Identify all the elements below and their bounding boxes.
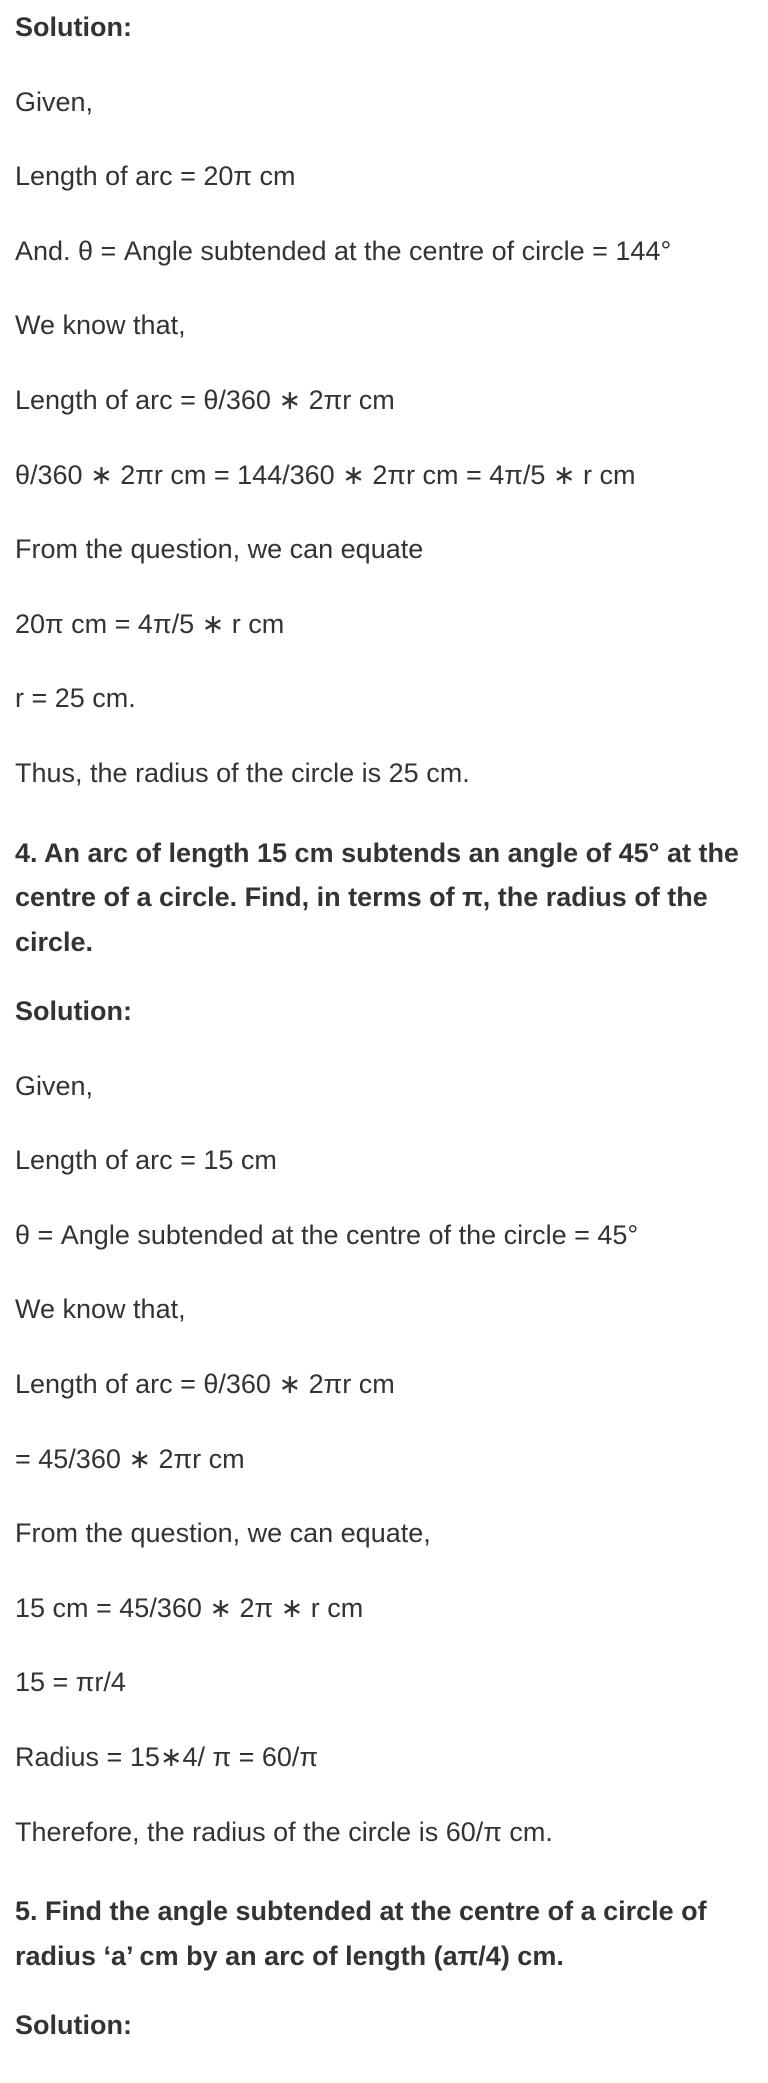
- solution-line: r = 25 cm.: [15, 683, 136, 714]
- solution-heading: Solution:: [15, 996, 132, 1027]
- question-4: 4. An arc of length 15 cm subtends an angle of 45° at the centre of a circle. Find, in terms of π, the radius of the circle.: [15, 837, 739, 957]
- question-5: 5. Find the angle subtended at the centre of a circle of radius ‘a’ cm by an arc of length (aπ/4) cm.: [15, 1896, 707, 1971]
- solution-line: From the question, we can equate: [15, 534, 424, 565]
- solution-heading: Solution:: [15, 12, 132, 42]
- solution-line: 20π cm = 4π/5 ∗ r cm: [15, 608, 285, 639]
- solution-line: θ = Angle subtended at the centre of the circle = 45°: [15, 1219, 639, 1250]
- solution-line: Length of arc = 20π cm: [15, 161, 296, 192]
- solution-line: Given,: [15, 86, 94, 117]
- solution-line: From the question, we can equate,: [15, 1518, 431, 1549]
- solution-line: Therefore, the radius of the circle is 60/π cm.: [15, 1816, 553, 1847]
- solution-line: And. θ = Angle subtended at the centre of circle = 144°: [15, 235, 672, 266]
- solution-line: Length of arc = 15 cm: [15, 1145, 277, 1176]
- solution-line: Thus, the radius of the circle is 25 cm.: [15, 757, 470, 788]
- solution-line: We know that,: [15, 1294, 186, 1325]
- solution-line: 15 = πr/4: [15, 1667, 126, 1698]
- solution-line: We know that,: [15, 310, 186, 341]
- solution-line: Length of arc = θ/360 ∗ 2πr cm: [15, 384, 395, 415]
- solution-line: Radius = 15∗4/ π = 60/π: [15, 1741, 319, 1772]
- solution-line: 15 cm = 45/360 ∗ 2π ∗ r cm: [15, 1592, 364, 1623]
- solution-line: θ/360 ∗ 2πr cm = 144/360 ∗ 2πr cm = 4π/5 ∗ r cm: [15, 459, 636, 490]
- solution-line: Length of arc = θ/360 ∗ 2πr cm: [15, 1369, 395, 1399]
- solution-line: Given,: [15, 1070, 94, 1101]
- solution-heading: Solution:: [15, 2010, 132, 2041]
- solution-line: = 45/360 ∗ 2πr cm: [15, 1443, 245, 1474]
